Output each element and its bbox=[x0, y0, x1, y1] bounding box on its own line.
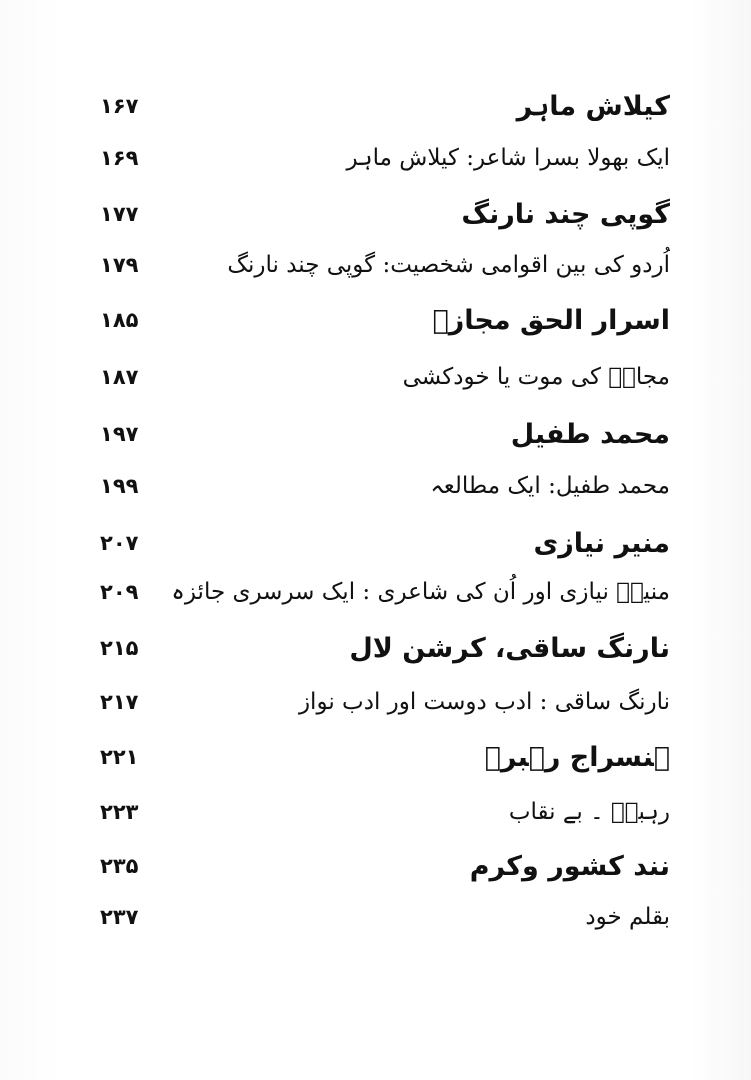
essay-title: محمد طفیل: ایک مطالعہ bbox=[430, 473, 670, 499]
page-number: ۱۹۹ bbox=[100, 474, 139, 498]
toc-author-row bbox=[100, 414, 670, 454]
page-number: ۱۶۹ bbox=[100, 146, 139, 170]
author-name: نند کشور وکرم bbox=[469, 850, 670, 882]
page-number: ۲۰۷ bbox=[100, 531, 139, 555]
author-name: ہنسراج رہبرؔ bbox=[484, 741, 670, 773]
toc-essay-row bbox=[100, 792, 670, 832]
page-number: ۱۷۷ bbox=[100, 202, 139, 226]
page-number: ۲۰۹ bbox=[100, 580, 139, 604]
page-number: ۱۹۷ bbox=[100, 422, 139, 446]
essay-title: بقلم خود bbox=[585, 904, 670, 930]
essay-title: نارنگ ساقی : ادب دوست اور ادب نواز bbox=[298, 689, 670, 715]
toc-author-row bbox=[100, 86, 670, 126]
toc-essay-row bbox=[100, 357, 670, 397]
toc-author-row bbox=[100, 300, 670, 340]
page-number: ۲۳۷ bbox=[100, 905, 139, 929]
author-name: گوپی چند نارنگ bbox=[461, 198, 670, 230]
page-number: ۱۷۹ bbox=[100, 253, 139, 277]
toc-author-row bbox=[100, 628, 670, 668]
author-name: محمد طفیل bbox=[510, 418, 670, 450]
essay-title: مجازؔ کی موت یا خودکشی bbox=[402, 364, 670, 390]
page-number: ۲۱۷ bbox=[100, 690, 139, 714]
essay-title: اُردو کی بین اقوامی شخصیت: گوپی چند نارنگ bbox=[227, 252, 670, 278]
page-number: ۲۲۱ bbox=[100, 745, 139, 769]
author-name: نارنگ ساقی، کرشن لال bbox=[349, 632, 670, 664]
toc-author-row bbox=[100, 737, 670, 777]
essay-title: ایک بھولا بسرا شاعر: کیلاش ماہر bbox=[346, 145, 670, 171]
essay-title: رہبرؔ ۔ بے نقاب bbox=[508, 799, 670, 825]
page-number: ۱۶۷ bbox=[100, 94, 139, 118]
toc-essay-row bbox=[100, 245, 670, 285]
toc-essay-row bbox=[100, 897, 670, 937]
page-number: ۲۲۳ bbox=[100, 800, 139, 824]
page-number: ۲۳۵ bbox=[100, 854, 139, 878]
toc-essay-row bbox=[100, 572, 670, 612]
author-name: اسرار الحق مجازؔ bbox=[432, 304, 670, 336]
toc-author-row bbox=[100, 194, 670, 234]
author-name: کیلاش ماہر bbox=[516, 90, 670, 122]
toc-essay-row bbox=[100, 682, 670, 722]
toc-author-row bbox=[100, 846, 670, 886]
toc-essay-row bbox=[100, 138, 670, 178]
toc-essay-row bbox=[100, 466, 670, 506]
page-number: ۱۸۷ bbox=[100, 365, 139, 389]
page-number: ۲۱۵ bbox=[100, 636, 139, 660]
toc-author-row bbox=[100, 523, 670, 563]
page-number: ۱۸۵ bbox=[100, 308, 139, 332]
essay-title: منیرؔ نیازی اور اُن کی شاعری : ایک سرسری جائزہ bbox=[171, 579, 670, 605]
author-name: منیر نیازی bbox=[533, 527, 670, 559]
